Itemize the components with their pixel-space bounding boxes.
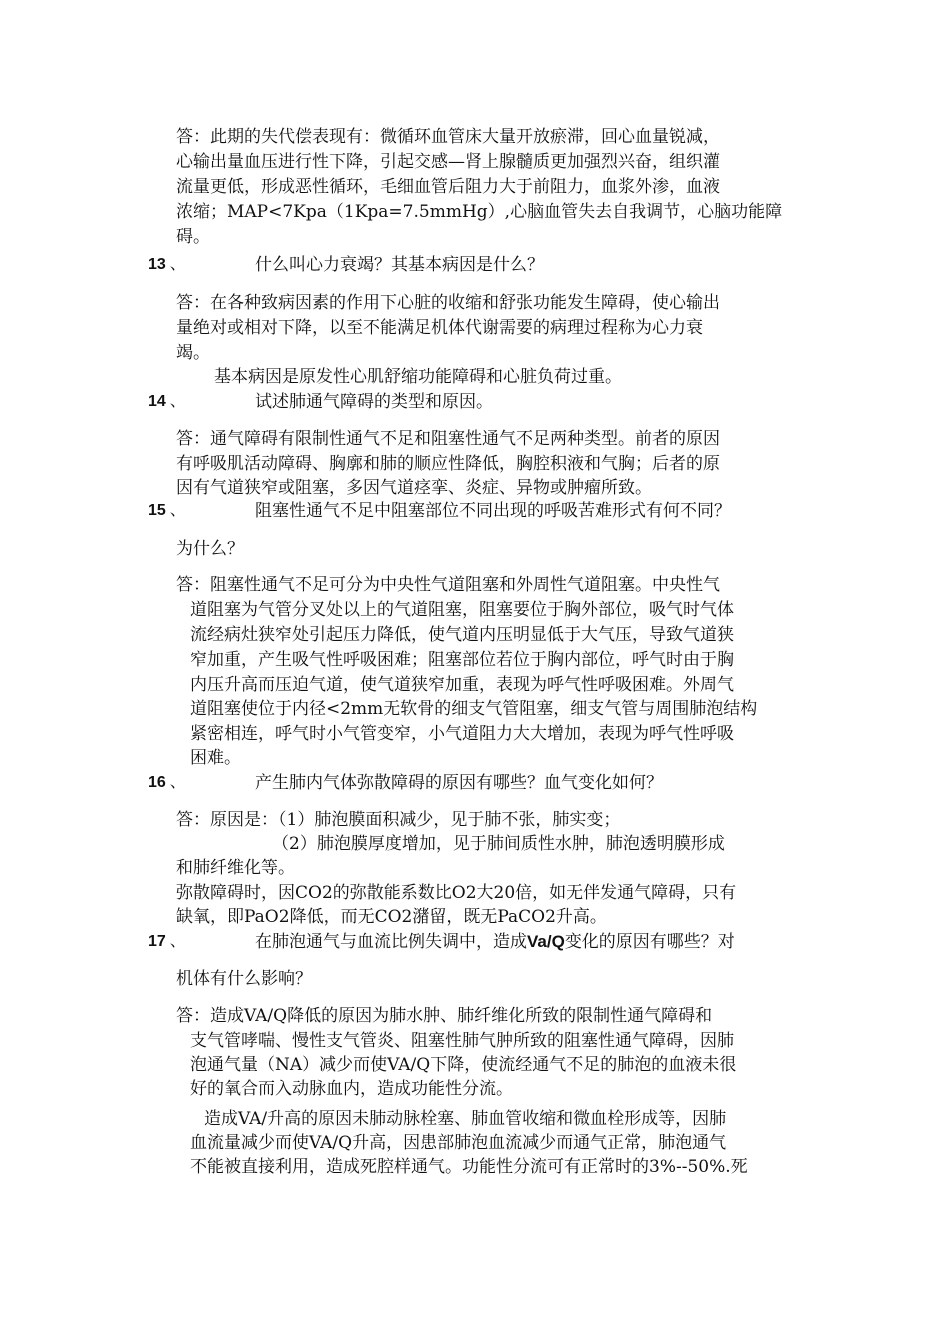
q15-question: 阻塞性通气不足中阻塞部位不同出现的呼吸苦难形式有何不同？	[255, 501, 731, 521]
q17-answer-line-2: 支气管哮喘、慢性支气管炎、阻塞性肺气肿所致的阻塞性通气障碍，因肺	[190, 1031, 734, 1051]
q12-answer-line-5: 碍。	[176, 227, 210, 247]
q15-answer-line-8: 困难。	[190, 748, 241, 768]
q14-answer-line-3: 因有气道狭窄或阻塞，多因气道痉挛、炎症、异物或肿瘤所致。	[176, 478, 652, 498]
q15-answer-line-6: 道阻塞使位于内径<2mm无软骨的细支气管阻塞，细支气管与周围肺泡结构	[190, 699, 758, 719]
q15-answer-line-5: 内压升高而压迫气道，使气道狭窄加重，表现为呼气性呼吸困难。外周气	[190, 675, 734, 695]
q12-answer-line-1: 答：此期的失代偿表现有：微循环血管床大量开放瘀滞，回心血量锐减，	[176, 127, 720, 147]
q17-answer-line-6: 血流量减少而使VA/Q升高，因患部肺泡血流减少而通气正常，肺泡通气	[190, 1133, 727, 1153]
q17-number: 17 、	[148, 933, 186, 950]
q15-answer-line-1: 答：阻塞性通气不足可分为中央性气道阻塞和外周性气道阻塞。中央性气	[176, 575, 720, 595]
q15-answer-line-4: 窄加重，产生吸气性呼吸困难；阻塞部位若位于胸内部位，呼气时由于胸	[190, 650, 734, 670]
q14-answer-line-2: 有呼吸肌活动障碍、胸廓和肺的顺应性降低，胸腔积液和气胸；后者的原	[176, 454, 720, 474]
q15-question-cont: 为什么？	[176, 539, 244, 559]
q15-answer-line-3: 流经病灶狭窄处引起压力降低，使气道内压明显低于大气压，导致气道狭	[190, 625, 734, 645]
q13-answer-line-3: 竭。	[176, 343, 210, 363]
q14-question: 试述肺通气障碍的类型和原因。	[255, 392, 493, 412]
q15-number: 15 、	[148, 502, 186, 519]
q12-answer-line-2: 心输出量血压进行性下降，引起交感—肾上腺髓质更加强烈兴奋，组织灌	[176, 152, 720, 172]
q17-answer-line-7: 不能被直接利用，造成死腔样通气。功能性分流可有正常时的3%--50%.死	[190, 1157, 748, 1177]
q17-answer-line-1: 答：造成VA/Q降低的原因为肺水肿、肺纤维化所致的限制性通气障碍和	[176, 1006, 713, 1026]
q12-answer-line-3: 流量更低，形成恶性循环，毛细血管后阻力大于前阻力，血浆外渗，血液	[176, 177, 720, 197]
q15-answer-line-7: 紧密相连，呼气时小气管变窄，小气道阻力大大增加，表现为呼气性呼吸	[190, 724, 734, 744]
q14-answer-line-1: 答：通气障碍有限制性通气不足和阻塞性通气不足两种类型。前者的原因	[176, 429, 720, 449]
q16-answer-line-2: （2）肺泡膜厚度增加，见于肺间质性水肿，肺泡透明膜形成	[272, 834, 725, 854]
q12-answer-line-4: 浓缩；MAP<7Kpa（1Kpa=7.5mmHg）,心脑血管失去自我调节，心脑功能障	[176, 202, 783, 222]
q16-question: 产生肺内气体弥散障碍的原因有哪些？血气变化如何？	[255, 773, 663, 793]
q17-answer-line-3: 泡通气量（NA）减少而使VA/Q下降，使流经通气不足的肺泡的血液未很	[190, 1055, 737, 1075]
q13-answer-line-2: 量绝对或相对下降，以至不能满足机体代谢需要的病理过程称为心力衰	[176, 318, 703, 338]
q15-answer-line-2: 道阻塞为气管分叉处以上的气道阻塞，阻塞要位于胸外部位，吸气时气体	[190, 600, 734, 620]
q16-number: 16 、	[148, 774, 186, 791]
q14-number: 14 、	[148, 393, 186, 410]
q13-question: 什么叫心力衰竭？其基本病因是什么？	[255, 255, 544, 275]
q17-answer-line-5: 造成VA/升高的原因未肺动脉栓塞、肺血管收缩和微血栓形成等，因肺	[204, 1109, 727, 1129]
q17-answer-line-4: 好的氧合而入动脉血内，造成功能性分流。	[190, 1079, 513, 1099]
q17-question: 在肺泡通气与血流比例失调中，造成Va/Q变化的原因有哪些？对	[255, 932, 735, 952]
q13-cause: 基本病因是原发性心肌舒缩功能障碍和心脏负荷过重。	[214, 367, 622, 387]
q16-answer-line-3: 和肺纤维化等。	[176, 858, 295, 878]
q16-answer-line-4: 弥散障碍时，因CO2的弥散能系数比O2大20倍，如无伴发通气障碍，只有	[176, 883, 737, 903]
q13-number: 13 、	[148, 256, 186, 273]
q17-question-cont: 机体有什么影响？	[176, 969, 312, 989]
q16-answer-line-1: 答：原因是：（1）肺泡膜面积减少，见于肺不张，肺实变；	[176, 810, 621, 830]
q13-answer-line-1: 答：在各种致病因素的作用下心脏的收缩和舒张功能发生障碍，使心输出	[176, 293, 720, 313]
q16-answer-line-5: 缺氧，即PaO2降低，而无CO2潴留，既无PaCO2升高。	[176, 907, 607, 927]
